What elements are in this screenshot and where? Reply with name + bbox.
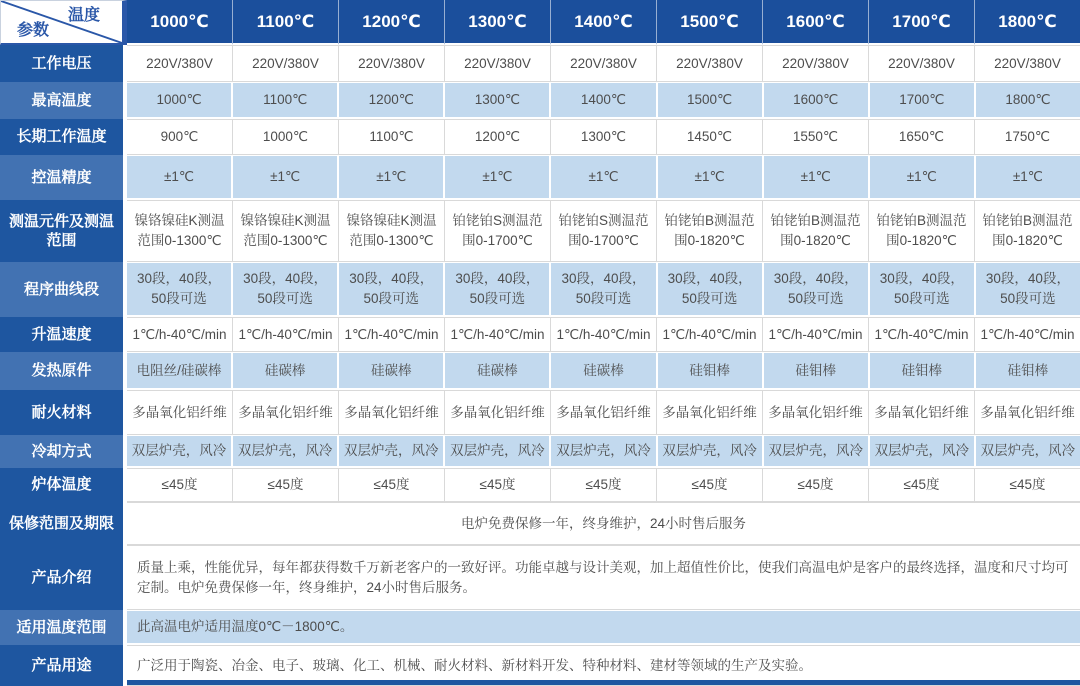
spec-cell: ≤45度 xyxy=(551,468,657,502)
spec-cell: 铂铑铂B测温范围0-1820℃ xyxy=(657,200,763,262)
spec-span-cell: 此高温电炉适用温度0℃－1800℃。 xyxy=(127,610,1080,645)
corner-label-temperature: 温度 xyxy=(67,7,100,24)
spec-cell: 30段，40段，50段可选 xyxy=(658,262,764,317)
spec-cell: 双层炉壳，风冷 xyxy=(658,435,764,468)
spec-cell: 1℃/h-40℃/min xyxy=(975,317,1080,352)
spec-row xyxy=(0,200,1080,262)
spec-cell: 1400℃ xyxy=(551,82,657,119)
spec-cell: 双层炉壳，风冷 xyxy=(339,435,445,468)
table-body xyxy=(0,45,1080,686)
spec-cell: ±1℃ xyxy=(658,155,764,200)
spec-cell: 1℃/h-40℃/min xyxy=(551,317,657,352)
spec-cell: 多晶氧化铝纤维 xyxy=(551,390,657,435)
spec-cell: ≤45度 xyxy=(975,468,1080,502)
spec-cell: 镍铬镍硅K测温范围0-1300℃ xyxy=(339,200,445,262)
spec-cell: ±1℃ xyxy=(764,155,870,200)
spec-cell: 30段，40段，50段可选 xyxy=(127,262,233,317)
spec-cell: ±1℃ xyxy=(976,155,1080,200)
spec-cell: ±1℃ xyxy=(339,155,445,200)
spec-cell: 多晶氧化铝纤维 xyxy=(657,390,763,435)
spec-cell: 1650℃ xyxy=(869,119,975,155)
column-header: 1000℃ xyxy=(127,0,233,45)
spec-cell: 1℃/h-40℃/min xyxy=(233,317,339,352)
column-header: 1800℃ xyxy=(975,0,1080,45)
spec-row xyxy=(0,468,1080,502)
spec-cell: ≤45度 xyxy=(445,468,551,502)
spec-cell: 铂铑铂B测温范围0-1820℃ xyxy=(763,200,869,262)
spec-cell: 220V/380V xyxy=(975,45,1080,82)
spec-cell: ±1℃ xyxy=(870,155,976,200)
spec-cell: 1300℃ xyxy=(551,119,657,155)
spec-cell: 220V/380V xyxy=(657,45,763,82)
spec-cell: 30段，40段，50段可选 xyxy=(551,262,657,317)
spec-cell: 铂铑铂S测温范围0-1700℃ xyxy=(551,200,657,262)
spec-cell: ±1℃ xyxy=(551,155,657,200)
column-header: 1500℃ xyxy=(657,0,763,45)
spec-cell: 双层炉壳，风冷 xyxy=(127,435,233,468)
row-label: 工作电压 xyxy=(0,45,127,82)
spec-cell: 30段，40段，50段可选 xyxy=(870,262,976,317)
spec-cell: 硅钼棒 xyxy=(658,352,764,390)
spec-cell: 220V/380V xyxy=(127,45,233,82)
spec-cell: 1600℃ xyxy=(764,82,870,119)
row-label: 耐火材料 xyxy=(0,390,127,435)
spec-row xyxy=(0,610,1080,645)
spec-cell: ≤45度 xyxy=(869,468,975,502)
spec-cell: 硅钼棒 xyxy=(870,352,976,390)
spec-cell: 220V/380V xyxy=(233,45,339,82)
row-label: 产品用途 xyxy=(0,645,127,686)
spec-cell: 220V/380V xyxy=(551,45,657,82)
spec-cell: 多晶氧化铝纤维 xyxy=(869,390,975,435)
spec-cell: 硅钼棒 xyxy=(764,352,870,390)
spec-cell: 1℃/h-40℃/min xyxy=(339,317,445,352)
spec-cell: ±1℃ xyxy=(233,155,339,200)
spec-cell: ≤45度 xyxy=(339,468,445,502)
spec-row xyxy=(0,45,1080,82)
spec-cell: 1℃/h-40℃/min xyxy=(869,317,975,352)
corner-cell xyxy=(0,0,127,45)
spec-cell: 1800℃ xyxy=(976,82,1080,119)
spec-cell: 铂铑铂B测温范围0-1820℃ xyxy=(869,200,975,262)
table-header-row xyxy=(0,0,1080,45)
row-label: 控温精度 xyxy=(0,155,127,200)
spec-cell: 1700℃ xyxy=(870,82,976,119)
column-header: 1200℃ xyxy=(339,0,445,45)
spec-cell: 镍铬镍硅K测温范围0-1300℃ xyxy=(233,200,339,262)
spec-cell: 1550℃ xyxy=(763,119,869,155)
spec-cell: 1℃/h-40℃/min xyxy=(763,317,869,352)
row-label: 产品介绍 xyxy=(0,545,127,610)
corner-label-parameter: 参数 xyxy=(17,22,50,39)
spec-cell: 多晶氧化铝纤维 xyxy=(233,390,339,435)
row-label: 适用温度范围 xyxy=(0,610,127,645)
spec-cell: 多晶氧化铝纤维 xyxy=(763,390,869,435)
spec-cell: ≤45度 xyxy=(233,468,339,502)
spec-row xyxy=(0,262,1080,317)
spec-cell: 双层炉壳，风冷 xyxy=(764,435,870,468)
row-label: 升温速度 xyxy=(0,317,127,352)
spec-cell: 1100℃ xyxy=(339,119,445,155)
spec-cell: 多晶氧化铝纤维 xyxy=(975,390,1080,435)
spec-cell: 多晶氧化铝纤维 xyxy=(127,390,233,435)
spec-cell: 1℃/h-40℃/min xyxy=(445,317,551,352)
spec-row xyxy=(0,390,1080,435)
spec-cell: 220V/380V xyxy=(339,45,445,82)
spec-cell: 双层炉壳，风冷 xyxy=(976,435,1080,468)
spec-cell: 30段，40段，50段可选 xyxy=(445,262,551,317)
spec-cell: 双层炉壳，风冷 xyxy=(551,435,657,468)
spec-cell: 硅碳棒 xyxy=(551,352,657,390)
spec-cell: 1750℃ xyxy=(975,119,1080,155)
spec-span-cell: 质量上乘，性能优异，每年都获得数千万新老客户的一致好评。功能卓越与设计美观，加上超值性价比，使我们高温电炉是客户的最终选择，温度和尺寸均可定制。电炉免费保修一年，终身维护，24小时售后服务。 xyxy=(127,545,1080,610)
spec-cell: 1500℃ xyxy=(658,82,764,119)
spec-cell: 硅碳棒 xyxy=(445,352,551,390)
spec-cell: 30段，40段，50段可选 xyxy=(976,262,1080,317)
spec-cell: 30段，40段，50段可选 xyxy=(764,262,870,317)
column-header: 1600℃ xyxy=(763,0,869,45)
spec-span-cell: 电炉免费保修一年，终身维护，24小时售后服务 xyxy=(127,502,1080,545)
spec-cell: 1000℃ xyxy=(127,82,233,119)
spec-cell: ±1℃ xyxy=(127,155,233,200)
spec-cell: 多晶氧化铝纤维 xyxy=(339,390,445,435)
spec-cell: 硅碳棒 xyxy=(339,352,445,390)
spec-cell: ≤45度 xyxy=(127,468,233,502)
spec-cell: 双层炉壳，风冷 xyxy=(233,435,339,468)
spec-cell: 1200℃ xyxy=(339,82,445,119)
row-label: 炉体温度 xyxy=(0,468,127,502)
spec-cell: 220V/380V xyxy=(869,45,975,82)
spec-row xyxy=(0,317,1080,352)
spec-span-cell: 广泛用于陶瓷、冶金、电子、玻璃、化工、机械、耐火材料、新材料开发、特种材料、建材等领域的生产及实验。 xyxy=(127,645,1080,686)
spec-cell: 硅钼棒 xyxy=(976,352,1080,390)
row-label: 冷却方式 xyxy=(0,435,127,468)
spec-row xyxy=(0,645,1080,686)
spec-row xyxy=(0,545,1080,610)
spec-row xyxy=(0,155,1080,200)
column-header: 1100℃ xyxy=(233,0,339,45)
spec-cell: 220V/380V xyxy=(763,45,869,82)
spec-cell: ≤45度 xyxy=(763,468,869,502)
spec-cell: ±1℃ xyxy=(445,155,551,200)
row-label: 发热原件 xyxy=(0,352,127,390)
spec-cell: ≤45度 xyxy=(657,468,763,502)
spec-row xyxy=(0,502,1080,545)
column-headers xyxy=(127,0,1080,45)
spec-cell: 1450℃ xyxy=(657,119,763,155)
spec-row xyxy=(0,119,1080,155)
row-label: 长期工作温度 xyxy=(0,119,127,155)
spec-cell: 1100℃ xyxy=(233,82,339,119)
spec-cell: 1300℃ xyxy=(445,82,551,119)
row-label: 保修范围及期限 xyxy=(0,502,127,545)
spec-cell: 双层炉壳，风冷 xyxy=(870,435,976,468)
spec-cell: 30段，40段，50段可选 xyxy=(233,262,339,317)
spec-cell: 铂铑铂B测温范围0-1820℃ xyxy=(975,200,1080,262)
row-label: 最高温度 xyxy=(0,82,127,119)
row-label: 程序曲线段 xyxy=(0,262,127,317)
spec-row xyxy=(0,82,1080,119)
spec-cell: 双层炉壳，风冷 xyxy=(445,435,551,468)
spec-cell: 铂铑铂S测温范围0-1700℃ xyxy=(445,200,551,262)
spec-cell: 1200℃ xyxy=(445,119,551,155)
spec-cell: 1℃/h-40℃/min xyxy=(127,317,233,352)
spec-cell: 硅碳棒 xyxy=(233,352,339,390)
spec-cell: 镍铬镍硅K测温范围0-1300℃ xyxy=(127,200,233,262)
column-header: 1400℃ xyxy=(551,0,657,45)
column-header: 1700℃ xyxy=(869,0,975,45)
spec-row xyxy=(0,352,1080,390)
spec-cell: 1℃/h-40℃/min xyxy=(657,317,763,352)
spec-cell: 900℃ xyxy=(127,119,233,155)
spec-cell: 电阻丝/硅碳棒 xyxy=(127,352,233,390)
column-header: 1300℃ xyxy=(445,0,551,45)
spec-cell: 1000℃ xyxy=(233,119,339,155)
spec-cell: 220V/380V xyxy=(445,45,551,82)
spec-row xyxy=(0,435,1080,468)
spec-cell: 30段，40段，50段可选 xyxy=(339,262,445,317)
row-label: 测温元件及测温范围 xyxy=(0,200,127,262)
spec-cell: 多晶氧化铝纤维 xyxy=(445,390,551,435)
